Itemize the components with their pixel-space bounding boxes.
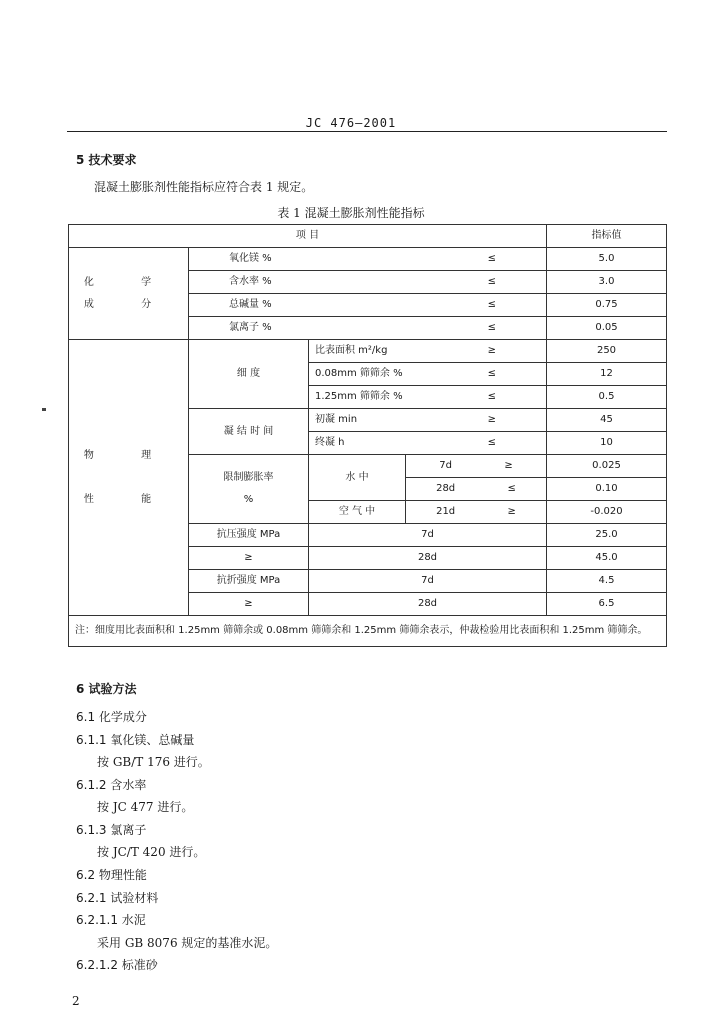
cmp: ≤ [507, 483, 516, 494]
item-label: 比表面积 m²/kg ≥ [309, 340, 547, 363]
item-label: 初凝 min ≥ [309, 409, 547, 432]
table-row [69, 248, 667, 271]
category-chemical-line2: 成 分 [83, 298, 174, 310]
item-value: 0.025 [547, 455, 667, 478]
item-value: 10 [547, 432, 667, 455]
clause-6-2-1-1: 6.2.1.1 水泥 [76, 913, 146, 927]
section-5-heading: 5 技术要求 [76, 153, 137, 167]
age: 7d [439, 460, 452, 471]
table-note: 注：细度用比表面积和 1.25mm 筛筛余或 0.08mm 筛筛余和 1.25mm 筛筛余表示，仲裁检验用比表面积和 1.25mm 筛筛余。 [69, 616, 667, 647]
clause-6-1-2: 6.1.2 含水率 [76, 778, 147, 792]
header-item: 项 目 [69, 225, 547, 248]
expansion-label-line1: 限制膨胀率 [223, 472, 274, 483]
category-chemical [69, 248, 189, 340]
clause-6-2-1: 6.2.1 试验材料 [76, 891, 159, 905]
section-6-heading: 6 试验方法 [76, 682, 137, 696]
clause-6-1-1-text: 按 GB/T 176 进行。 [97, 755, 210, 769]
item-value: 45 [547, 409, 667, 432]
item-value: 12 [547, 363, 667, 386]
section-5-intro: 混凝土膨胀剂性能指标应符合表 1 规定。 [94, 180, 314, 194]
item-value: -0.020 [547, 501, 667, 524]
compressive-cmp: ≥ [189, 547, 309, 570]
item-value: 0.05 [547, 317, 667, 340]
item-cmp: ≥ [487, 414, 496, 425]
page-number: 2 [72, 994, 80, 1008]
flexural-label: 抗折强度 MPa [189, 570, 309, 593]
header-rule [67, 131, 667, 132]
item-value: 250 [547, 340, 667, 363]
category-physical-line2: 性 能 [83, 493, 174, 505]
clause-6-1-3-text: 按 JC/T 420 进行。 [97, 845, 206, 859]
cmp: ≥ [507, 506, 516, 517]
item-value: 0.10 [547, 478, 667, 501]
clause-6-2-1-1-text: 采用 GB 8076 规定的基准水泥。 [97, 936, 278, 950]
table-note-row [69, 616, 667, 647]
clause-6-1-2-text: 按 JC 477 进行。 [97, 800, 194, 814]
age: 7d [309, 570, 547, 593]
item-value: 3.0 [547, 271, 667, 294]
item-cmp: ≤ [406, 294, 547, 317]
spec-table [68, 224, 667, 647]
cmp: ≥ [504, 460, 513, 471]
age: 28d [309, 593, 547, 616]
age: 28d [309, 547, 547, 570]
category-chemical-line1: 化 学 [83, 276, 174, 288]
expansion-label-line2: % [243, 494, 254, 505]
scan-speck [42, 408, 46, 411]
item-value: 5.0 [547, 248, 667, 271]
item-cmp: ≤ [487, 368, 496, 379]
item-label: 终凝 h ≤ [309, 432, 547, 455]
clause-6-1-1: 6.1.1 氧化镁、总碱量 [76, 733, 195, 747]
setting-label: 凝 结 时 间 [189, 409, 309, 455]
item-label: 1.25mm 筛筛余 % ≤ [309, 386, 547, 409]
clause-6-2: 6.2 物理性能 [76, 868, 147, 882]
age: 7d [309, 524, 547, 547]
item-label: 0.08mm 筛筛余 % ≤ [309, 363, 547, 386]
item-label: 氯离子 % [189, 317, 406, 340]
water-label: 水 中 [309, 455, 406, 501]
table-caption: 表 1 混凝土膨胀剂性能指标 [277, 206, 425, 220]
clause-6-1-3: 6.1.3 氯离子 [76, 823, 147, 837]
age: 21d [436, 506, 456, 517]
item-cmp: ≥ [487, 345, 496, 356]
clause-6-2-1-2: 6.2.1.2 标准砂 [76, 958, 158, 972]
item-cmp: ≤ [406, 317, 547, 340]
flexural-cmp: ≥ [189, 593, 309, 616]
item-value: 4.5 [547, 570, 667, 593]
item-cmp: ≤ [406, 248, 547, 271]
table-row [69, 340, 667, 363]
clause-6-1: 6.1 化学成分 [76, 710, 147, 724]
item-value: 0.5 [547, 386, 667, 409]
age-cmp-cell [406, 455, 547, 478]
item-label: 含水率 % [189, 271, 406, 294]
fineness-label: 细 度 [189, 340, 309, 409]
age-cmp-cell [406, 478, 547, 501]
air-label: 空 气 中 [309, 501, 406, 524]
expansion-label [189, 455, 309, 524]
header-value: 指标值 [547, 225, 667, 248]
item-value: 0.75 [547, 294, 667, 317]
item-value: 45.0 [547, 547, 667, 570]
item-cmp: ≤ [406, 271, 547, 294]
item-cmp: ≤ [487, 391, 496, 402]
item-value: 6.5 [547, 593, 667, 616]
item-label: 总碱量 % [189, 294, 406, 317]
standard-code-header: JC 476—2001 [305, 116, 397, 130]
compressive-label: 抗压强度 MPa [189, 524, 309, 547]
age-cmp-cell [406, 501, 547, 524]
age: 28d [436, 483, 456, 494]
table-header-row [69, 225, 667, 248]
item-cmp: ≤ [487, 437, 496, 448]
item-label: 氧化镁 % [189, 248, 406, 271]
category-physical [69, 340, 189, 616]
category-physical-line1: 物 理 [83, 449, 174, 461]
item-value: 25.0 [547, 524, 667, 547]
